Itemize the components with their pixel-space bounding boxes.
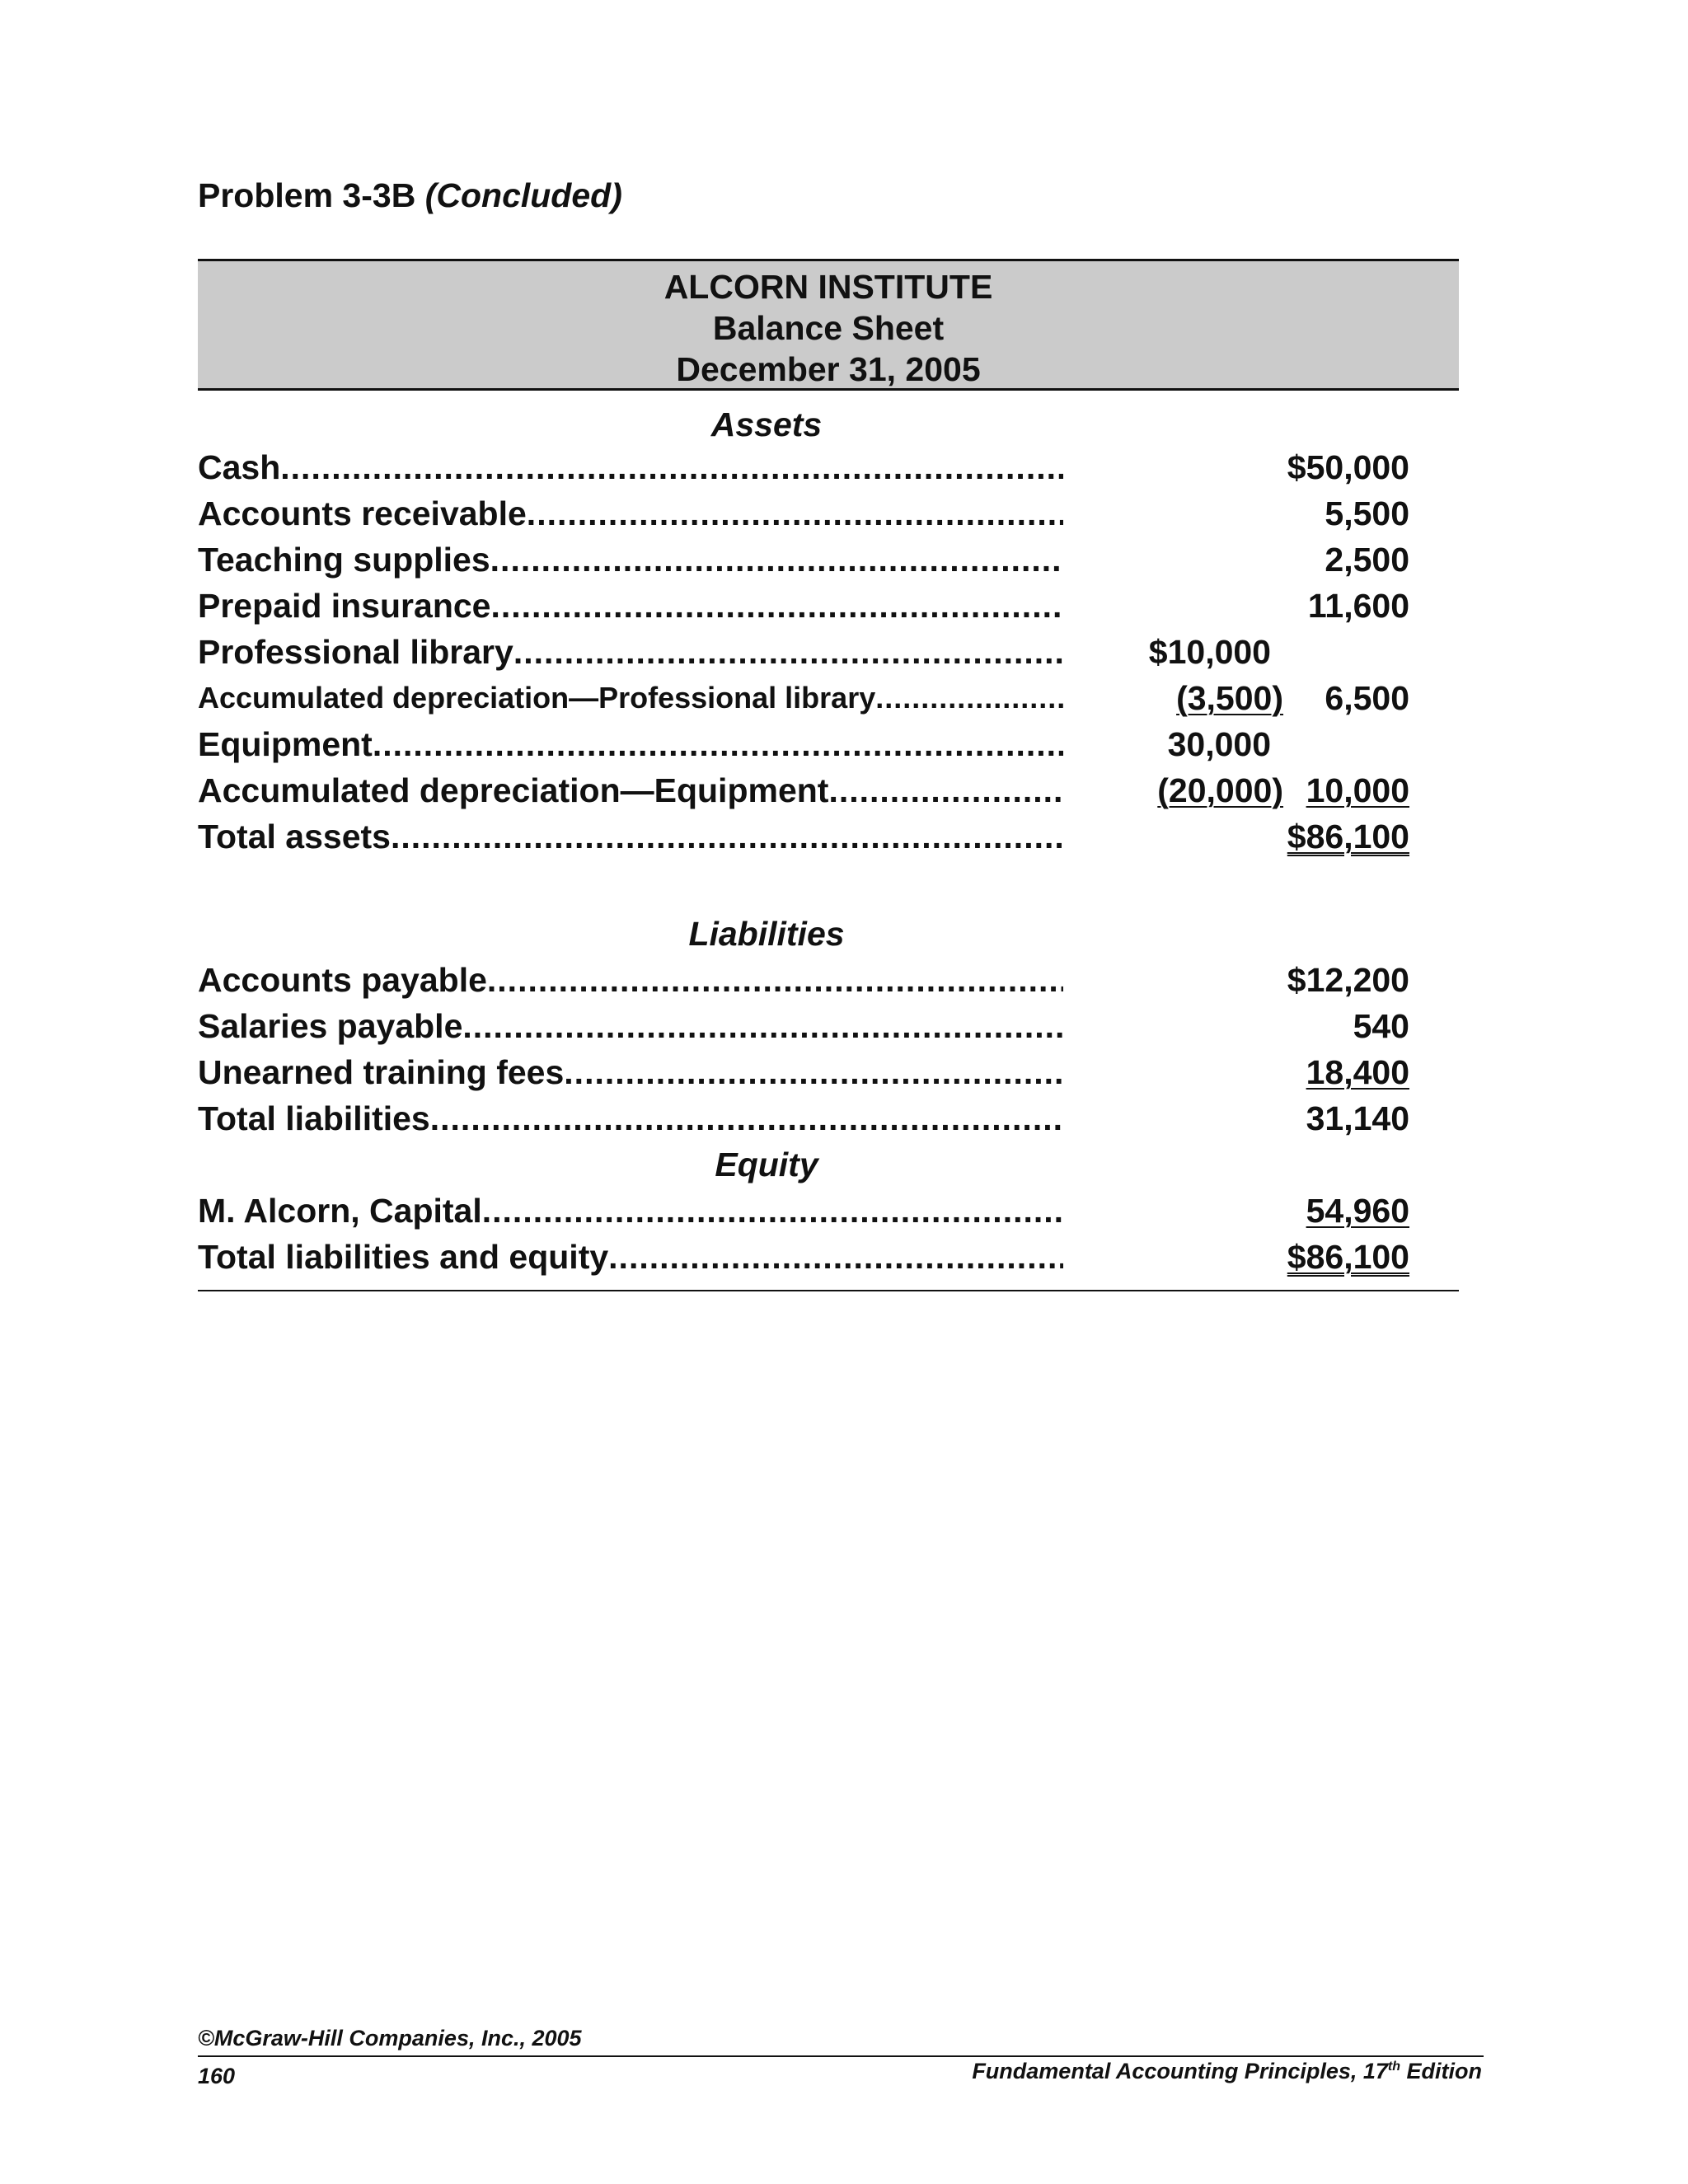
row-equipment <box>198 724 1459 765</box>
row-label: Equipment ..... <box>198 724 1063 765</box>
book-title-main: Fundamental Accounting Principles, 17 <box>972 2059 1388 2083</box>
row-label: Total liabilities and equity ..... <box>198 1236 1063 1277</box>
subtotal-amount: $10,000 <box>1148 633 1271 671</box>
amount: $50,000 <box>1287 448 1409 486</box>
balance-sheet-header <box>198 259 1459 391</box>
row-capital <box>198 1190 1459 1231</box>
statement-date: December 31, 2005 <box>676 350 981 388</box>
row-label: M. Alcorn, Capital ..... <box>198 1190 1063 1231</box>
section-liabilities: Liabilities <box>688 915 845 953</box>
company-name: ALCORN INSTITUTE <box>663 268 993 306</box>
amount: 10,000 <box>1306 771 1409 809</box>
row-label: Salaries payable ..... <box>198 1005 1063 1047</box>
statement-name: Balance Sheet <box>712 309 945 347</box>
problem-title <box>198 176 622 215</box>
book-title-end: Edition <box>1400 2059 1482 2083</box>
row-professional-library <box>198 631 1459 673</box>
problem-number: Problem 3-3B <box>198 176 416 214</box>
row-label: Total liabilities ..... <box>198 1098 1063 1139</box>
row-prepaid-insurance <box>198 585 1459 626</box>
row-accounts-payable <box>198 959 1459 1001</box>
table-bottom-rule <box>198 1290 1459 1291</box>
row-label: Cash ..... <box>198 447 1063 488</box>
row-label: Accumulated depreciation—Professional library ..... <box>198 677 1063 719</box>
book-title <box>972 2059 1482 2084</box>
amount: 11,600 <box>1307 587 1409 625</box>
row-cash <box>198 447 1459 488</box>
row-total-assets <box>198 816 1459 857</box>
row-label: Prepaid insurance ..... <box>198 585 1063 626</box>
amount: 31,140 <box>1306 1099 1409 1137</box>
subtotal-amount: (20,000) <box>1157 771 1283 809</box>
page-number: 160 <box>198 2064 236 2088</box>
row-total-liabilities-equity <box>198 1236 1459 1277</box>
total-amount: $86,100 <box>1287 1238 1409 1276</box>
section-equity: Equity <box>715 1146 818 1183</box>
amount: 18,400 <box>1306 1053 1409 1091</box>
amount: 54,960 <box>1306 1192 1409 1230</box>
row-label: Professional library ..... <box>198 631 1063 673</box>
amount: 6,500 <box>1325 679 1409 717</box>
problem-note: (Concluded) <box>424 176 622 214</box>
amount: 2,500 <box>1325 541 1409 579</box>
amount: 5,500 <box>1325 494 1409 532</box>
amount: $12,200 <box>1287 961 1409 999</box>
footer-rule <box>198 2055 1484 2057</box>
row-unearned-training-fees <box>198 1052 1459 1093</box>
book-title-sup: th <box>1387 2060 1401 2074</box>
subtotal-amount: 30,000 <box>1167 725 1271 763</box>
row-label: Teaching supplies ..... <box>198 539 1063 580</box>
subtotal-amount: (3,500) <box>1176 679 1283 717</box>
row-label: Total assets ..... <box>198 816 1063 857</box>
row-label: Unearned training fees ..... <box>198 1052 1063 1093</box>
row-label: Accounts receivable ..... <box>198 493 1063 534</box>
row-total-liabilities <box>198 1098 1459 1139</box>
section-assets: Assets <box>710 405 823 443</box>
row-label: Accounts payable ..... <box>198 959 1063 1001</box>
total-amount: $86,100 <box>1287 818 1409 855</box>
row-accum-dep-equipment <box>198 770 1459 811</box>
row-accounts-receivable <box>198 493 1459 534</box>
amount: 540 <box>1353 1007 1409 1045</box>
footer-copyright: ©McGraw-Hill Companies, Inc., 2005 <box>198 2026 582 2050</box>
row-accum-dep-library <box>198 677 1459 719</box>
row-teaching-supplies <box>198 539 1459 580</box>
row-label: Accumulated depreciation—Equipment ..... <box>198 770 1063 811</box>
row-salaries-payable <box>198 1005 1459 1047</box>
